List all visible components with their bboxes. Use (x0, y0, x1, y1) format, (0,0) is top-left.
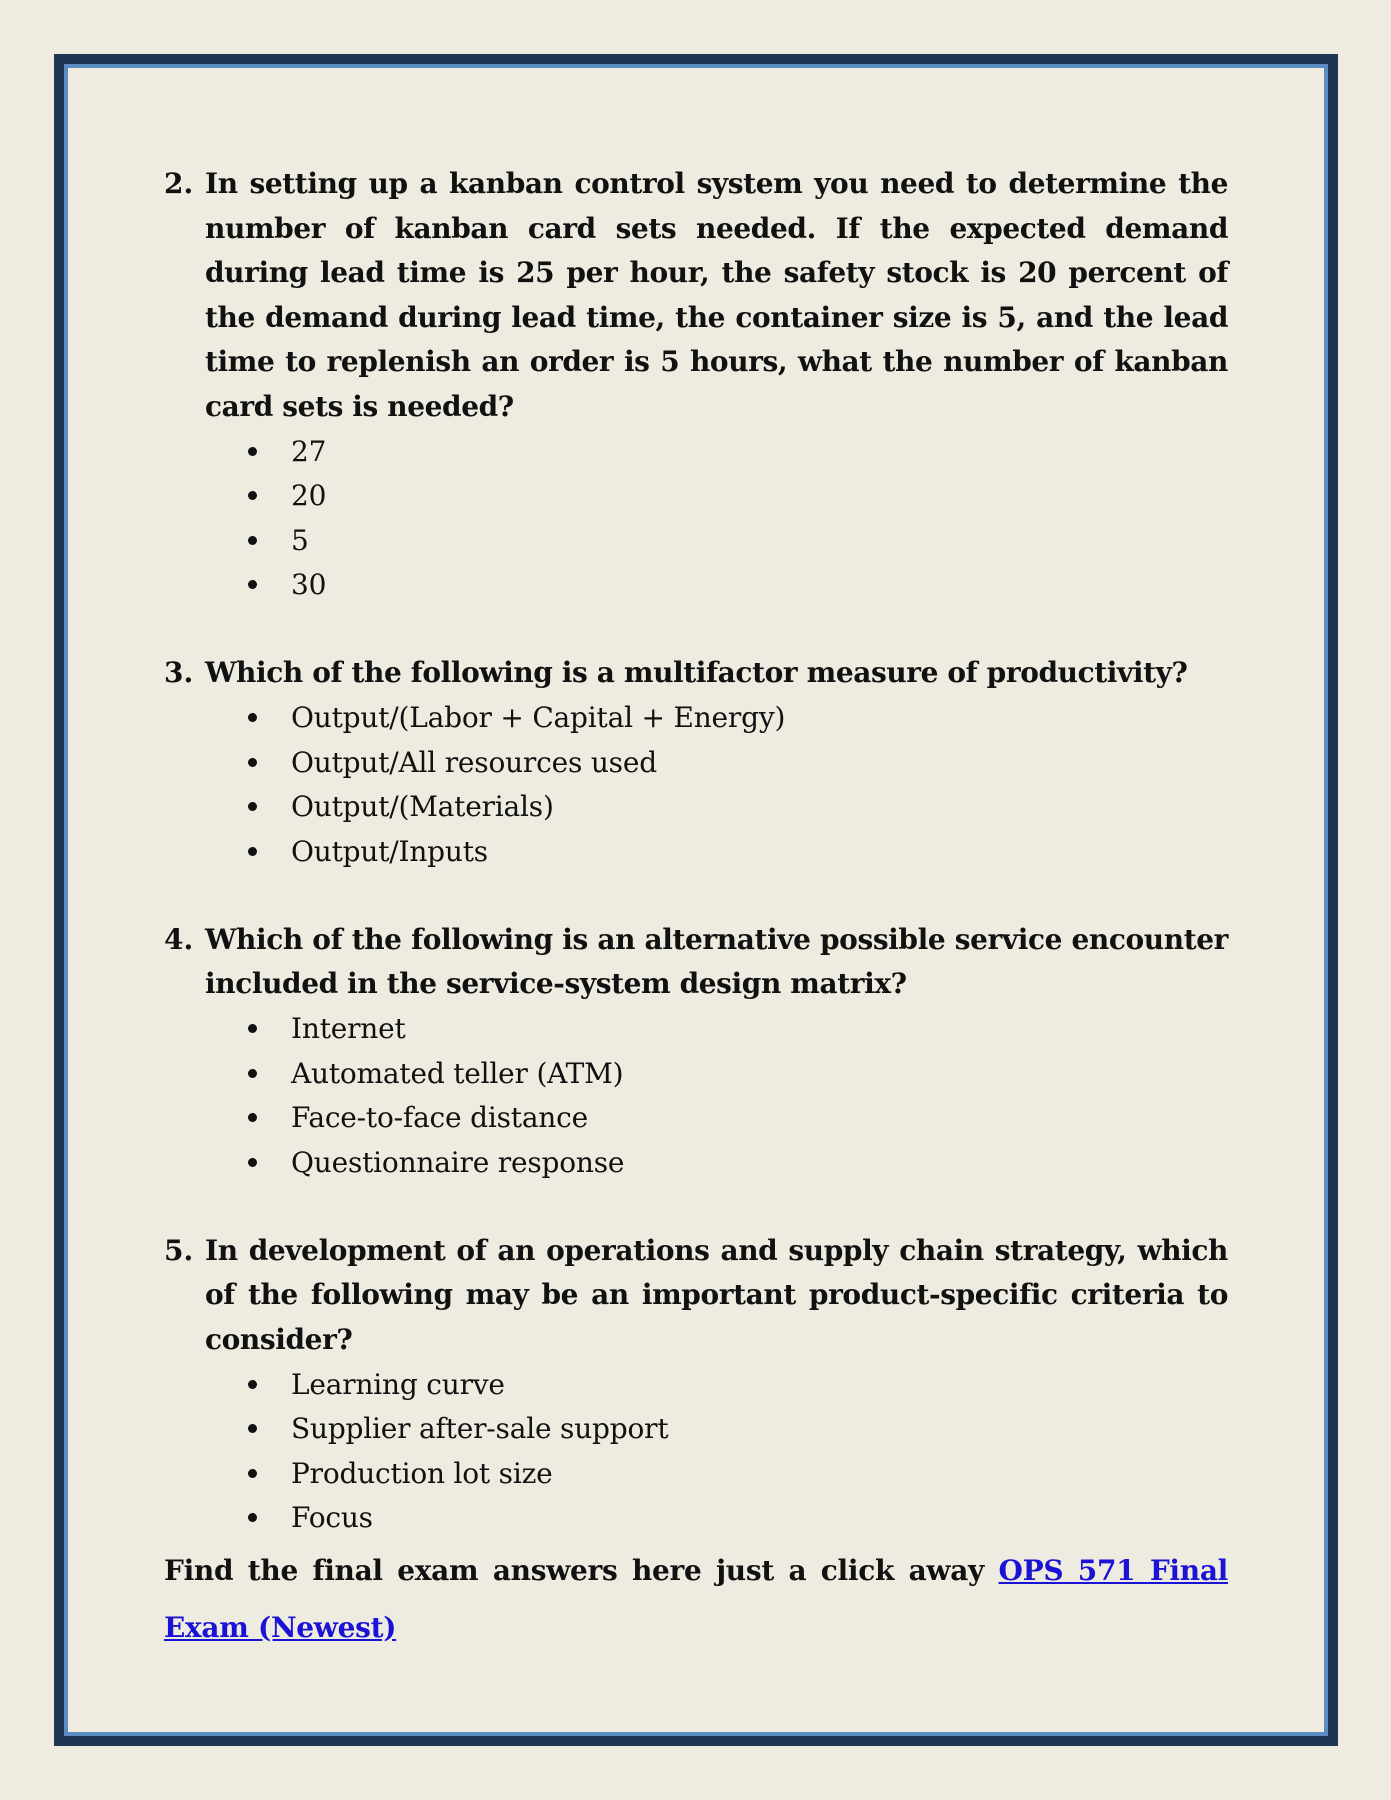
option-text: Face-to-face distance (291, 1101, 588, 1135)
option-text: Output/(Materials) (291, 790, 554, 824)
question-text: In setting up a kanban control system you need to determine the number of kanban card sets needed. If the expected demand during lead time is 25 per hour, the safety stock is 20 percent of the demand during lead time, the container size is 5, and the lead time to replenish an order is 5 hours, what the number of kanban card sets is needed? (205, 167, 1228, 423)
option-text: Learning curve (291, 1367, 505, 1401)
option-item (164, 1451, 1228, 1496)
option-item (164, 1051, 1228, 1096)
question-number: 5. (164, 1233, 194, 1267)
option-text: Output/Inputs (291, 834, 488, 868)
option-text: Internet (291, 1012, 406, 1046)
bullet-icon (248, 758, 257, 767)
option-text: 27 (291, 434, 327, 468)
option-item (164, 696, 1228, 741)
bullet-icon (248, 536, 257, 545)
option-item (164, 829, 1228, 874)
option-text: Output/(Labor + Capital + Energy) (291, 701, 786, 735)
footer-paragraph (164, 1542, 1228, 1656)
bullet-icon (248, 1069, 257, 1078)
option-item (164, 740, 1228, 785)
question-number: 3. (164, 656, 194, 689)
option-item (164, 474, 1228, 519)
option-item (164, 1407, 1228, 1452)
question-number: 4. (164, 922, 194, 956)
question-number: 2. (164, 167, 194, 200)
option-text: Focus (291, 1501, 373, 1535)
bullet-icon (248, 1469, 257, 1478)
bullet-icon (248, 1380, 257, 1389)
option-text: 5 (291, 523, 309, 557)
bullet-icon (248, 802, 257, 811)
document-content (164, 162, 1228, 1656)
bullet-icon (248, 713, 257, 722)
final-exam-link[interactable]: OPS 571 Final Exam (Newest) (164, 1554, 1228, 1644)
question-4 (164, 918, 1228, 1185)
question-5 (164, 1229, 1228, 1541)
bullet-icon (248, 1424, 257, 1433)
footer-text: Find the final exam answers here just a click away (164, 1554, 999, 1587)
option-list (164, 1007, 1228, 1185)
option-text: Questionnaire response (291, 1145, 625, 1179)
question-3 (164, 651, 1228, 874)
bullet-icon (248, 1113, 257, 1122)
question-text: In development of an operations and supply chain strategy, which of the following may be an important product-specific criteria to consider? (205, 1233, 1228, 1356)
option-list (164, 1362, 1228, 1540)
option-item (164, 1496, 1228, 1541)
option-text: Automated teller (ATM) (291, 1056, 624, 1090)
option-item (164, 1140, 1228, 1185)
option-text: 30 (291, 568, 327, 602)
option-text: Supplier after-sale support (291, 1412, 669, 1446)
option-text: 20 (291, 479, 327, 513)
question-2 (164, 162, 1228, 607)
option-item (164, 563, 1228, 608)
option-item (164, 1007, 1228, 1052)
option-text: Production lot size (291, 1456, 553, 1490)
option-list (164, 429, 1228, 607)
bullet-icon (248, 580, 257, 589)
bullet-icon (248, 491, 257, 500)
bullet-icon (248, 1024, 257, 1033)
question-text: Which of the following is a multifactor measure of productivity? (205, 656, 1188, 689)
option-text: Output/All resources used (291, 745, 657, 779)
option-item (164, 785, 1228, 830)
option-item (164, 1096, 1228, 1141)
option-item (164, 429, 1228, 474)
bullet-icon (248, 847, 257, 856)
bullet-icon (248, 1513, 257, 1522)
bullet-icon (248, 447, 257, 456)
question-text: Which of the following is an alternative possible service encounter included in the service-system design matrix? (205, 922, 1228, 1000)
bullet-icon (248, 1158, 257, 1167)
option-item (164, 1362, 1228, 1407)
option-list (164, 696, 1228, 874)
option-item (164, 518, 1228, 563)
